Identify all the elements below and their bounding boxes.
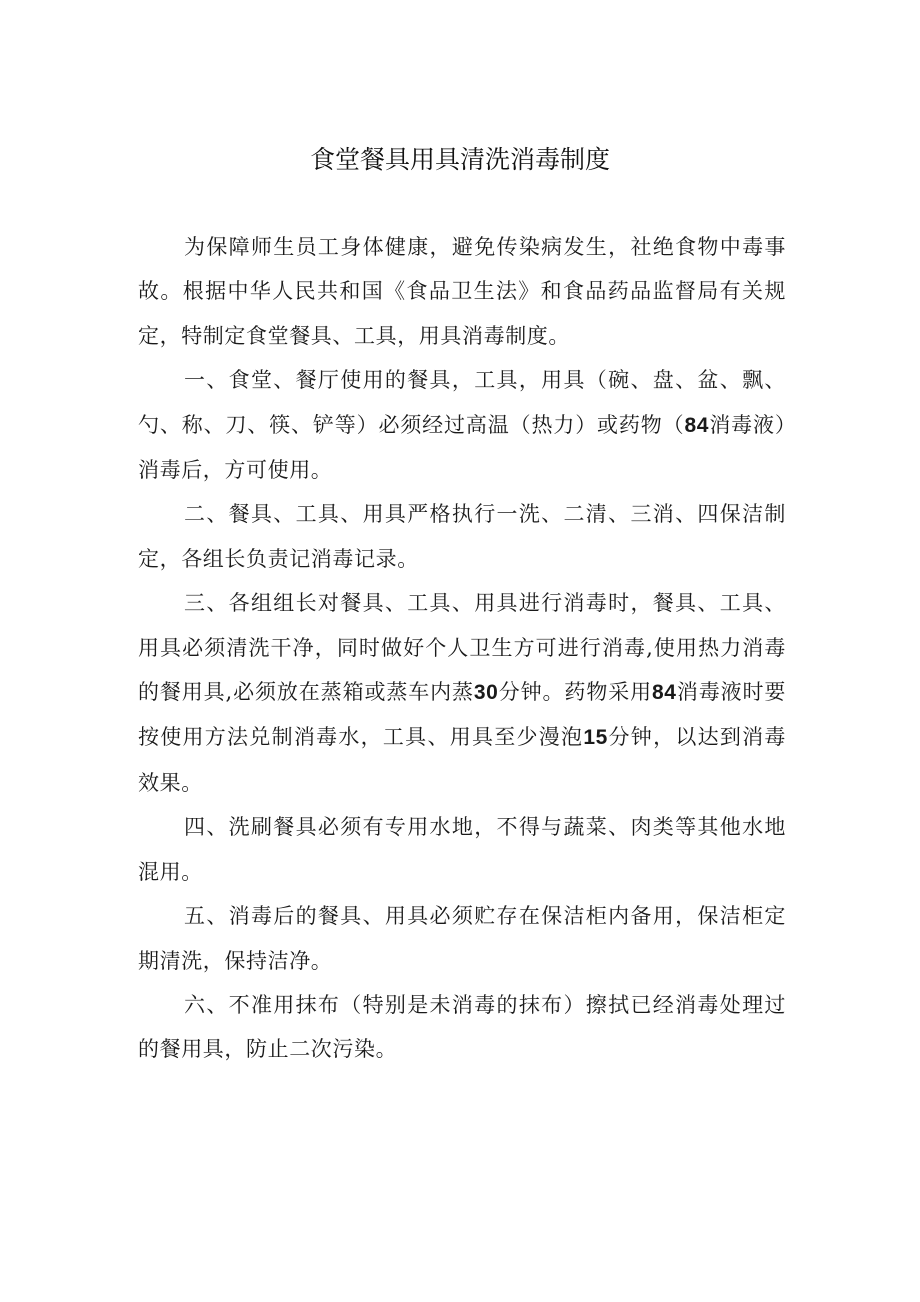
paragraph-4 [138, 581, 786, 805]
paragraph-text: 四、洗刷餐具必须有专用水地，不得与蔬菜、肉类等其他水地混用。 [138, 815, 786, 884]
document-body [138, 225, 786, 1072]
paragraph-5 [138, 805, 786, 894]
paragraph-3 [138, 492, 786, 581]
paragraph-text: 消毒液时要按使用方法兑制消毒水，工具、用具至少漫泡 [138, 680, 786, 750]
paragraph-text: 一、食堂、餐厅使用的餐具，工具，用具（碗、盘、盆、飘、勺、称、刀、筷、铲等）必须经过高温（热力）或药物（ [138, 368, 786, 437]
paragraph-7 [138, 983, 786, 1072]
paragraph-1 [138, 225, 786, 358]
paragraph-text: 五、消毒后的餐具、用具必须贮存在保洁柜内备用，保洁柜定期清洗，保持洁净。 [138, 904, 786, 973]
paragraph-text: 三、各组组长对餐具、工具、用具进行消毒时，餐具、工具、用具必须清洗干净，同时做好个人卫生方可进行消毒,使用热力消毒的餐用具,必须放在蒸箱或蒸车内蒸 [138, 591, 786, 705]
paragraph-6 [138, 894, 786, 983]
number-text: 84 [651, 681, 677, 705]
number-text: 15 [583, 726, 608, 750]
paragraph-text: 为保障师生员工身体健康，避免传染病发生，社绝食物中毒事故。根据中华人民共和国《食品卫生法》和食品药品监督局有关规定，特制定食堂餐具、工具，用具消毒制度。 [138, 235, 786, 348]
number-text: 84 [684, 413, 710, 437]
paragraph-2 [138, 358, 786, 492]
paragraph-text: 分钟，以达到消毒效果。 [138, 725, 786, 795]
paragraph-text: 二、餐具、工具、用具严格执行一洗、二清、三消、四保洁制定，各组长负责记消毒记录。 [138, 502, 786, 571]
document-title: 食堂餐具用具清洗消毒制度 [309, 145, 610, 174]
paragraph-text: 分钟。药物采用 [498, 680, 652, 705]
paragraph-text: 消毒液）消毒后，方可使用。 [138, 412, 787, 483]
paragraph-text: 六、不准用抹布（特别是未消毒的抹布）擦拭已经消毒处理过的餐用具，防止二次污染。 [138, 992, 786, 1062]
number-text: 30 [473, 681, 499, 705]
